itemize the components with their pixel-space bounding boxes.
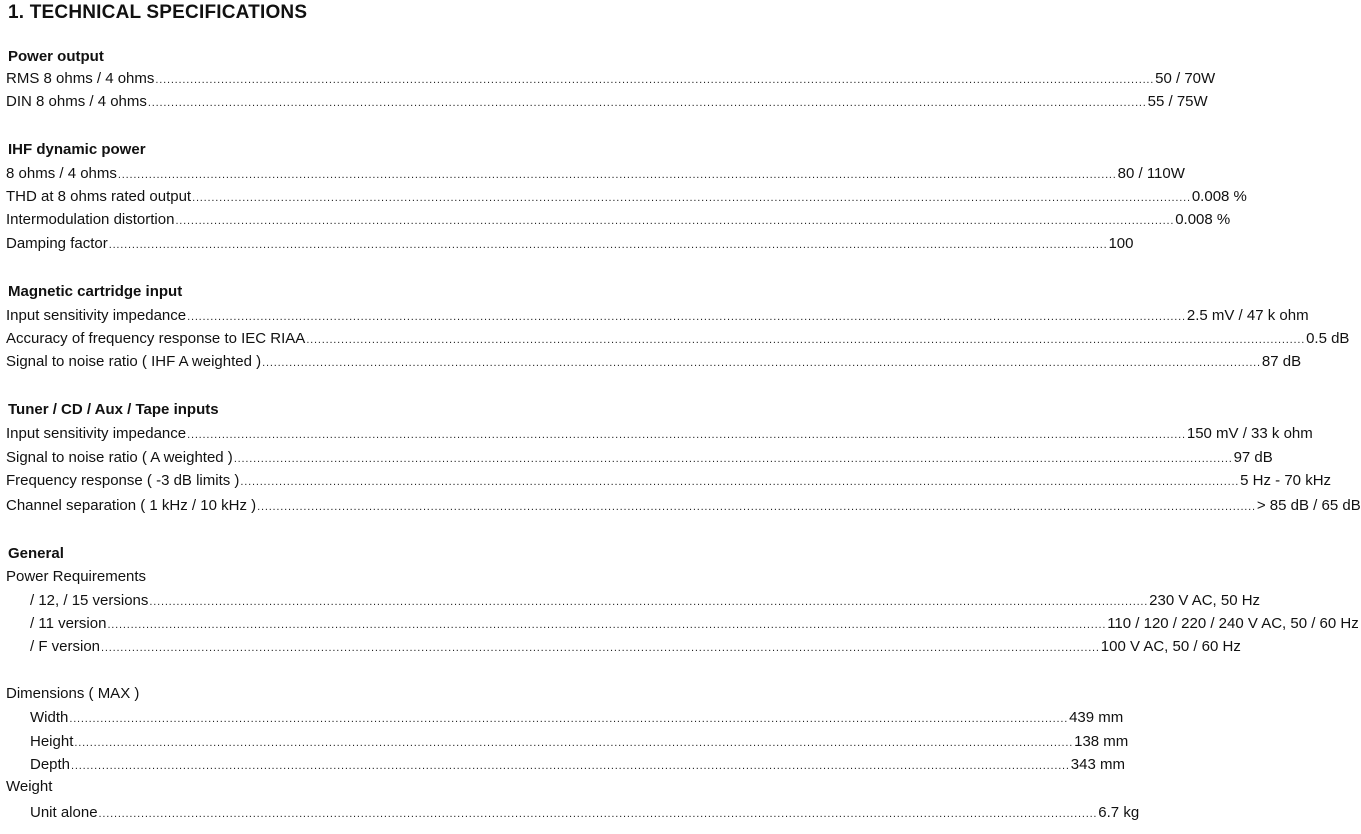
spec-label: / 11 version [30, 615, 107, 632]
spec-label: DIN 8 ohms / 4 ohms [6, 93, 147, 110]
section-heading-ihf-dynamic-power: IHF dynamic power [8, 141, 146, 158]
spec-label: Damping factor [6, 235, 108, 252]
spec-value: 439 mm [1069, 709, 1124, 726]
dot-leader [71, 760, 1070, 772]
spec-label: / 12, / 15 versions [30, 592, 149, 609]
dot-leader [74, 737, 1073, 749]
dot-leader [118, 169, 1117, 181]
spec-label: Height [30, 733, 74, 750]
spec-label: 8 ohms / 4 ohms [6, 165, 117, 182]
section-heading-magnetic-cartridge: Magnetic cartridge input [8, 283, 183, 300]
spec-row [6, 211, 1231, 228]
spec-value: 150 mV / 33 k ohm [1186, 425, 1313, 442]
dot-leader [262, 357, 1261, 369]
dot-leader [257, 501, 1256, 513]
spec-label: Unit alone [30, 804, 98, 821]
dot-leader [155, 74, 1154, 86]
dot-leader [192, 192, 1191, 204]
spec-row [6, 472, 1332, 489]
dot-leader [101, 642, 1100, 654]
spec-value: 100 [1108, 235, 1134, 252]
spec-value: 80 / 110W [1117, 165, 1185, 182]
dot-leader [107, 619, 1106, 631]
spec-label: Intermodulation distortion [6, 211, 175, 228]
section-heading-power-output: Power output [8, 48, 104, 65]
spec-value: 87 dB [1261, 353, 1302, 370]
spec-label: Accuracy of frequency response to IEC RIAA [6, 330, 306, 347]
spec-row [30, 733, 1129, 750]
spec-row [30, 804, 1140, 821]
dot-leader [187, 429, 1186, 441]
dot-leader [109, 239, 1108, 251]
section-heading-general: General [8, 545, 64, 562]
dot-leader [69, 713, 1068, 725]
dot-leader [175, 215, 1174, 227]
page-title: 1. TECHNICAL SPECIFICATIONS [8, 2, 308, 23]
spec-value: 2.5 mV / 47 k ohm [1186, 307, 1309, 324]
dot-leader [149, 596, 1148, 608]
spec-value: 230 V AC, 50 Hz [1149, 592, 1261, 609]
dimensions-label: Dimensions ( MAX ) [6, 685, 140, 702]
spec-value: 138 mm [1074, 733, 1129, 750]
dot-leader [187, 311, 1186, 323]
spec-row [6, 497, 1361, 514]
weight-label: Weight [6, 778, 53, 795]
spec-row [30, 709, 1124, 726]
spec-value: 343 mm [1070, 756, 1125, 773]
dot-leader [306, 334, 1305, 346]
spec-label: Width [30, 709, 69, 726]
spec-row [30, 638, 1241, 655]
dot-leader [234, 453, 1233, 465]
spec-label: Channel separation ( 1 kHz / 10 kHz ) [6, 497, 257, 514]
dot-leader [240, 476, 1239, 488]
spec-row [6, 188, 1247, 205]
spec-value: 5 Hz - 70 kHz [1240, 472, 1332, 489]
spec-label: Signal to noise ratio ( IHF A weighted ) [6, 353, 262, 370]
spec-row [6, 307, 1309, 324]
spec-row [6, 93, 1208, 110]
spec-row [6, 449, 1273, 466]
spec-label: Input sensitivity impedance [6, 307, 187, 324]
spec-label: THD at 8 ohms rated output [6, 188, 192, 205]
dot-leader [99, 808, 1098, 820]
spec-value: 55 / 75W [1147, 93, 1208, 110]
spec-value: 0.008 % [1191, 188, 1247, 205]
spec-value: 100 V AC, 50 / 60 Hz [1100, 638, 1241, 655]
spec-label: RMS 8 ohms / 4 ohms [6, 70, 155, 87]
spec-value: > 85 dB / 65 dB [1256, 497, 1361, 514]
spec-row [30, 615, 1359, 632]
power-requirements-label: Power Requirements [6, 568, 147, 585]
spec-row [30, 756, 1125, 773]
spec-row [6, 70, 1216, 87]
spec-label: Depth [30, 756, 71, 773]
spec-value: 50 / 70W [1155, 70, 1216, 87]
spec-row [6, 330, 1350, 347]
dot-leader [148, 97, 1147, 109]
spec-label: / F version [30, 638, 101, 655]
spec-value: 97 dB [1233, 449, 1273, 466]
spec-label: Input sensitivity impedance [6, 425, 187, 442]
spec-value: 6.7 kg [1098, 804, 1140, 821]
spec-row [6, 353, 1302, 370]
spec-row [30, 592, 1261, 609]
spec-row [6, 425, 1313, 442]
spec-row [6, 235, 1134, 252]
spec-label: Frequency response ( -3 dB limits ) [6, 472, 240, 489]
spec-value: 0.5 dB [1306, 330, 1350, 347]
spec-row [6, 165, 1185, 182]
section-heading-tuner-inputs: Tuner / CD / Aux / Tape inputs [8, 401, 219, 418]
spec-label: Signal to noise ratio ( A weighted ) [6, 449, 233, 466]
spec-value: 110 / 120 / 220 / 240 V AC, 50 / 60 Hz [1107, 615, 1359, 632]
spec-value: 0.008 % [1175, 211, 1231, 228]
